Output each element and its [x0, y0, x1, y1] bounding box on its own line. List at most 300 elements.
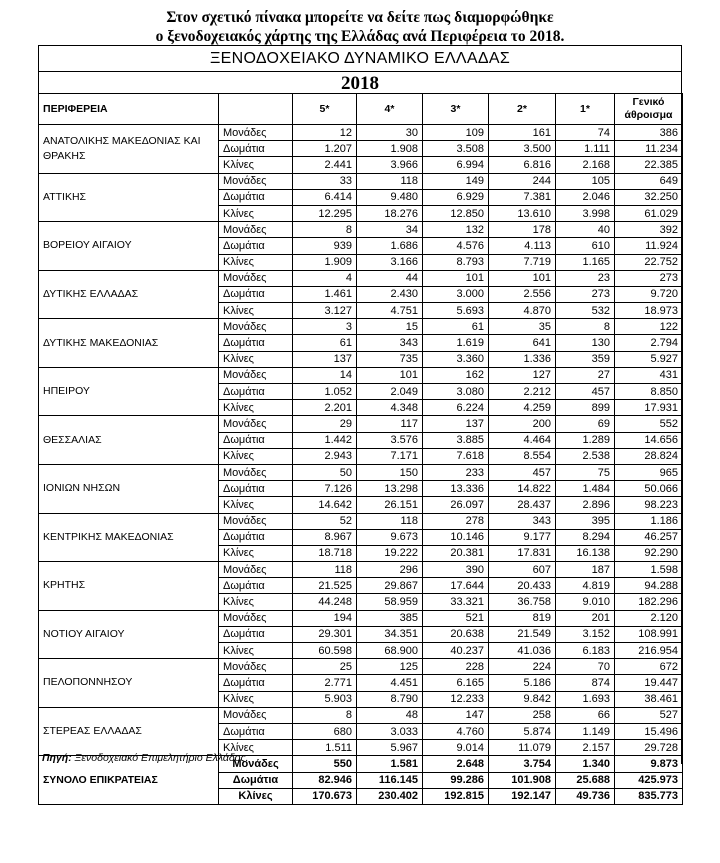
cell-grand-total: 32.250: [615, 189, 683, 205]
cell-5-star: 25: [293, 659, 357, 675]
cell-grand-total: 386: [615, 125, 683, 141]
cell-grand-total: 18.973: [615, 303, 683, 319]
row-type-label: Κλίνες: [219, 691, 293, 707]
header-3-star: 3*: [423, 94, 489, 125]
cell-5-star: 7.126: [293, 481, 357, 497]
cell-grand-total: 92.290: [615, 545, 683, 561]
region-5-row-units: [39, 367, 683, 383]
hotel-capacity-table: [38, 93, 683, 805]
cell-grand-total: 38.461: [615, 691, 683, 707]
cell-2-star: 36.758: [489, 594, 556, 610]
cell-2-star: 607: [489, 562, 556, 578]
cell-3-star: 26.097: [423, 497, 489, 513]
cell-3-star: 3.080: [423, 384, 489, 400]
cell-1-star: 8.294: [556, 529, 615, 545]
cell-4-star: 19.222: [357, 545, 423, 561]
cell-3-star: 12.233: [423, 691, 489, 707]
cell-1-star: 610: [556, 238, 615, 254]
region-2-name: ΒΟΡΕΙΟΥ ΑΙΓΑΙΟΥ: [39, 222, 219, 271]
cell-5-star: 2.943: [293, 448, 357, 464]
row-type-label: Μονάδες: [219, 513, 293, 529]
row-type-label: Κλίνες: [219, 594, 293, 610]
cell-1-star: 1.149: [556, 723, 615, 739]
cell-2-star: 13.610: [489, 205, 556, 221]
cell-1-star: 66: [556, 707, 615, 723]
cell-grand-total: 182.296: [615, 594, 683, 610]
cell-grand-total: 392: [615, 222, 683, 238]
region-0-row-units: [39, 125, 683, 141]
cell-5-star: 18.718: [293, 545, 357, 561]
cell-2-star: 4.113: [489, 238, 556, 254]
row-type-label: Δωμάτια: [219, 384, 293, 400]
cell-4-star: 3.576: [357, 432, 423, 448]
row-type-label: Κλίνες: [219, 448, 293, 464]
header-region: ΠΕΡΙΦΕΡΕΙΑ: [39, 94, 219, 125]
cell-4-star: 1.908: [357, 141, 423, 157]
cell-4-star: 8.790: [357, 691, 423, 707]
cell-3-star: 132: [423, 222, 489, 238]
cell-1-star: 27: [556, 367, 615, 383]
cell-3-star: 8.793: [423, 254, 489, 270]
row-type-label: Κλίνες: [219, 788, 293, 804]
cell-4-star: 15: [357, 319, 423, 335]
row-type-label: Μονάδες: [219, 270, 293, 286]
cell-5-star: 194: [293, 610, 357, 626]
cell-5-star: 29.301: [293, 626, 357, 642]
cell-grand-total: 94.288: [615, 578, 683, 594]
cell-grand-total: 9.873: [615, 756, 683, 772]
cell-5-star: 44.248: [293, 594, 357, 610]
cell-5-star: 8: [293, 707, 357, 723]
cell-1-star: 1.289: [556, 432, 615, 448]
region-8-name: ΚΕΝΤΡΙΚΗΣ ΜΑΚΕΔΟΝΙΑΣ: [39, 513, 219, 562]
cell-4-star: 44: [357, 270, 423, 286]
table-title: ΞΕΝΟΔΟΧΕΙΑΚΟ ΔΥΝΑΜΙΚΟ ΕΛΛΑΔΑΣ: [209, 50, 511, 67]
region-12-name: ΣΤΕΡΕΑΣ ΕΛΛΑΔΑΣ: [39, 707, 219, 756]
cell-2-star: 2.556: [489, 286, 556, 302]
caption-line-1: Στον σχετικό πίνακα μπορείτε να δείτε πως διαμορφώθηκε: [166, 9, 554, 26]
region-0-name: ΑΝΑΤΟΛΙΚΗΣ ΜΑΚΕΔΟΝΙΑΣ ΚΑΙ ΘΡΑΚΗΣ: [39, 125, 219, 174]
cell-2-star: 343: [489, 513, 556, 529]
cell-4-star: 150: [357, 464, 423, 480]
cell-1-star: 16.138: [556, 545, 615, 561]
cell-3-star: 3.360: [423, 351, 489, 367]
cell-2-star: 4.870: [489, 303, 556, 319]
cell-grand-total: 965: [615, 464, 683, 480]
cell-1-star: 1.484: [556, 481, 615, 497]
cell-4-star: 58.959: [357, 594, 423, 610]
cell-grand-total: 46.257: [615, 529, 683, 545]
cell-3-star: 390: [423, 562, 489, 578]
cell-4-star: 5.967: [357, 740, 423, 756]
cell-1-star: 75: [556, 464, 615, 480]
cell-5-star: 3.127: [293, 303, 357, 319]
cell-2-star: 4.464: [489, 432, 556, 448]
cell-2-star: 41.036: [489, 643, 556, 659]
cell-3-star: 149: [423, 173, 489, 189]
row-type-label: Κλίνες: [219, 254, 293, 270]
row-type-label: Μονάδες: [219, 562, 293, 578]
cell-2-star: 3.500: [489, 141, 556, 157]
cell-4-star: 13.298: [357, 481, 423, 497]
cell-grand-total: 19.447: [615, 675, 683, 691]
cell-grand-total: 50.066: [615, 481, 683, 497]
cell-4-star: 18.276: [357, 205, 423, 221]
cell-3-star: 233: [423, 464, 489, 480]
cell-4-star: 230.402: [357, 788, 423, 804]
cell-2-star: 457: [489, 464, 556, 480]
cell-4-star: 3.966: [357, 157, 423, 173]
row-type-label: Μονάδες: [219, 319, 293, 335]
cell-5-star: 1.207: [293, 141, 357, 157]
row-type-label: Δωμάτια: [219, 141, 293, 157]
cell-1-star: 2.157: [556, 740, 615, 756]
cell-3-star: 6.994: [423, 157, 489, 173]
cell-5-star: 2.771: [293, 675, 357, 691]
row-type-label: Μονάδες: [219, 707, 293, 723]
region-10-row-units: [39, 610, 683, 626]
cell-5-star: 8.967: [293, 529, 357, 545]
cell-4-star: 9.673: [357, 529, 423, 545]
cell-5-star: 1.511: [293, 740, 357, 756]
cell-4-star: 48: [357, 707, 423, 723]
region-6-row-units: [39, 416, 683, 432]
cell-5-star: 1.461: [293, 286, 357, 302]
cell-4-star: 3.166: [357, 254, 423, 270]
row-type-label: Μονάδες: [219, 659, 293, 675]
cell-3-star: 278: [423, 513, 489, 529]
region-3-name: ΔΥΤΙΚΗΣ ΕΛΛΑΔΑΣ: [39, 270, 219, 319]
cell-1-star: 1.693: [556, 691, 615, 707]
cell-3-star: 9.014: [423, 740, 489, 756]
cell-3-star: 99.286: [423, 772, 489, 788]
row-type-label: Δωμάτια: [219, 481, 293, 497]
cell-4-star: 118: [357, 173, 423, 189]
cell-1-star: 532: [556, 303, 615, 319]
row-type-label: Δωμάτια: [219, 578, 293, 594]
cell-1-star: 1.111: [556, 141, 615, 157]
row-type-label: Κλίνες: [219, 545, 293, 561]
row-type-label: Δωμάτια: [219, 238, 293, 254]
cell-5-star: 14: [293, 367, 357, 383]
header-row: [39, 94, 683, 125]
region-1-row-units: [39, 173, 683, 189]
cell-1-star: 4.819: [556, 578, 615, 594]
row-type-label: Μονάδες: [219, 367, 293, 383]
row-type-label: Κλίνες: [219, 497, 293, 513]
cell-4-star: 3.033: [357, 723, 423, 739]
cell-3-star: 137: [423, 416, 489, 432]
cell-5-star: 33: [293, 173, 357, 189]
cell-grand-total: 649: [615, 173, 683, 189]
cell-2-star: 28.437: [489, 497, 556, 513]
cell-1-star: 3.998: [556, 205, 615, 221]
cell-1-star: 457: [556, 384, 615, 400]
cell-3-star: 40.237: [423, 643, 489, 659]
cell-2-star: 9.177: [489, 529, 556, 545]
cell-2-star: 8.554: [489, 448, 556, 464]
cell-4-star: 26.151: [357, 497, 423, 513]
region-6-name: ΘΕΣΣΑΛΙΑΣ: [39, 416, 219, 465]
cell-2-star: 17.831: [489, 545, 556, 561]
cell-4-star: 30: [357, 125, 423, 141]
cell-3-star: 4.576: [423, 238, 489, 254]
cell-1-star: 9.010: [556, 594, 615, 610]
cell-4-star: 34: [357, 222, 423, 238]
table-year: 2018: [38, 71, 682, 94]
cell-5-star: 6.414: [293, 189, 357, 205]
cell-4-star: 7.171: [357, 448, 423, 464]
cell-grand-total: 8.850: [615, 384, 683, 400]
cell-2-star: 4.259: [489, 400, 556, 416]
row-type-label: Δωμάτια: [219, 723, 293, 739]
cell-grand-total: 29.728: [615, 740, 683, 756]
cell-4-star: 385: [357, 610, 423, 626]
cell-grand-total: 527: [615, 707, 683, 723]
cell-2-star: 7.381: [489, 189, 556, 205]
cell-3-star: 228: [423, 659, 489, 675]
cell-grand-total: 15.496: [615, 723, 683, 739]
cell-5-star: 61: [293, 335, 357, 351]
cell-grand-total: 2.794: [615, 335, 683, 351]
cell-1-star: 201: [556, 610, 615, 626]
cell-2-star: 21.549: [489, 626, 556, 642]
region-11-row-units: [39, 659, 683, 675]
cell-3-star: 6.165: [423, 675, 489, 691]
cell-2-star: 5.186: [489, 675, 556, 691]
cell-grand-total: 431: [615, 367, 683, 383]
cell-3-star: 3.885: [423, 432, 489, 448]
cell-2-star: 11.079: [489, 740, 556, 756]
cell-5-star: 1.052: [293, 384, 357, 400]
cell-2-star: 192.147: [489, 788, 556, 804]
cell-4-star: 1.686: [357, 238, 423, 254]
row-type-label: Δωμάτια: [219, 432, 293, 448]
cell-grand-total: 672: [615, 659, 683, 675]
cell-5-star: 5.903: [293, 691, 357, 707]
cell-2-star: 178: [489, 222, 556, 238]
cell-grand-total: 22.385: [615, 157, 683, 173]
cell-1-star: 899: [556, 400, 615, 416]
cell-3-star: 6.929: [423, 189, 489, 205]
cell-4-star: 29.867: [357, 578, 423, 594]
cell-2-star: 258: [489, 707, 556, 723]
cell-2-star: 101.908: [489, 772, 556, 788]
cell-4-star: 2.049: [357, 384, 423, 400]
region-7-name: ΙΟΝΙΩΝ ΝΗΣΩΝ: [39, 464, 219, 513]
cell-1-star: 74: [556, 125, 615, 141]
cell-2-star: 14.822: [489, 481, 556, 497]
region-9-name: ΚΡΗΤΗΣ: [39, 562, 219, 611]
cell-grand-total: 9.720: [615, 286, 683, 302]
row-type-label: Μονάδες: [219, 464, 293, 480]
cell-5-star: 3: [293, 319, 357, 335]
cell-2-star: 20.433: [489, 578, 556, 594]
region-8-row-units: [39, 513, 683, 529]
cell-5-star: 12: [293, 125, 357, 141]
cell-1-star: 2.168: [556, 157, 615, 173]
cell-1-star: 2.538: [556, 448, 615, 464]
cell-1-star: 2.046: [556, 189, 615, 205]
cell-grand-total: 5.927: [615, 351, 683, 367]
row-type-label: Μονάδες: [219, 222, 293, 238]
region-11-name: ΠΕΛΟΠΟΝΝΗΣΟΥ: [39, 659, 219, 708]
row-type-label: Δωμάτια: [219, 675, 293, 691]
cell-5-star: 52: [293, 513, 357, 529]
cell-4-star: 735: [357, 351, 423, 367]
cell-3-star: 192.815: [423, 788, 489, 804]
cell-3-star: 2.648: [423, 756, 489, 772]
cell-grand-total: 273: [615, 270, 683, 286]
cell-5-star: 21.525: [293, 578, 357, 594]
region-5-name: ΗΠΕΙΡΟΥ: [39, 367, 219, 416]
cell-grand-total: 14.656: [615, 432, 683, 448]
header-grand-total: [615, 94, 683, 125]
row-type-label: Κλίνες: [219, 351, 293, 367]
row-type-label: Δωμάτια: [219, 189, 293, 205]
row-type-label: Μονάδες: [219, 610, 293, 626]
row-type-label: Κλίνες: [219, 157, 293, 173]
cell-1-star: 359: [556, 351, 615, 367]
cell-4-star: 118: [357, 513, 423, 529]
header-total-line2: άθροισμα: [624, 109, 673, 121]
cell-1-star: 70: [556, 659, 615, 675]
cell-grand-total: 17.931: [615, 400, 683, 416]
cell-3-star: 20.381: [423, 545, 489, 561]
row-type-label: Κλίνες: [219, 303, 293, 319]
cell-2-star: 9.842: [489, 691, 556, 707]
cell-2-star: 819: [489, 610, 556, 626]
caption: [0, 8, 720, 46]
row-type-label: Κλίνες: [219, 205, 293, 221]
header-1-star: 1*: [556, 94, 615, 125]
cell-1-star: 23: [556, 270, 615, 286]
cell-grand-total: 28.824: [615, 448, 683, 464]
cell-4-star: 343: [357, 335, 423, 351]
cell-1-star: 25.688: [556, 772, 615, 788]
cell-2-star: 161: [489, 125, 556, 141]
cell-2-star: 127: [489, 367, 556, 383]
header-type: [219, 94, 293, 125]
cell-4-star: 4.348: [357, 400, 423, 416]
cell-4-star: 9.480: [357, 189, 423, 205]
cell-5-star: 1.909: [293, 254, 357, 270]
row-type-label: Κλίνες: [219, 400, 293, 416]
cell-1-star: 3.152: [556, 626, 615, 642]
cell-2-star: 6.816: [489, 157, 556, 173]
cell-1-star: 187: [556, 562, 615, 578]
cell-5-star: 137: [293, 351, 357, 367]
cell-1-star: 874: [556, 675, 615, 691]
cell-3-star: 109: [423, 125, 489, 141]
cell-1-star: 40: [556, 222, 615, 238]
cell-5-star: 50: [293, 464, 357, 480]
cell-2-star: 101: [489, 270, 556, 286]
cell-5-star: 4: [293, 270, 357, 286]
cell-3-star: 7.618: [423, 448, 489, 464]
row-type-label: Δωμάτια: [219, 335, 293, 351]
cell-5-star: 118: [293, 562, 357, 578]
cell-5-star: 60.598: [293, 643, 357, 659]
cell-grand-total: 98.223: [615, 497, 683, 513]
region-4-name: ΔΥΤΙΚΗΣ ΜΑΚΕΔΟΝΙΑΣ: [39, 319, 219, 368]
cell-1-star: 273: [556, 286, 615, 302]
row-type-label: Μονάδες: [219, 756, 293, 772]
cell-4-star: 116.145: [357, 772, 423, 788]
cell-1-star: 395: [556, 513, 615, 529]
cell-3-star: 162: [423, 367, 489, 383]
row-type-label: Δωμάτια: [219, 772, 293, 788]
cell-5-star: 939: [293, 238, 357, 254]
cell-3-star: 3.508: [423, 141, 489, 157]
cell-3-star: 1.619: [423, 335, 489, 351]
cell-3-star: 147: [423, 707, 489, 723]
cell-4-star: 2.430: [357, 286, 423, 302]
cell-2-star: 224: [489, 659, 556, 675]
cell-1-star: 130: [556, 335, 615, 351]
cell-4-star: 68.900: [357, 643, 423, 659]
cell-4-star: 101: [357, 367, 423, 383]
cell-grand-total: 11.924: [615, 238, 683, 254]
cell-4-star: 117: [357, 416, 423, 432]
row-type-label: Δωμάτια: [219, 286, 293, 302]
row-type-label: Δωμάτια: [219, 529, 293, 545]
cell-3-star: 61: [423, 319, 489, 335]
cell-1-star: 2.896: [556, 497, 615, 513]
header-5-star: 5*: [293, 94, 357, 125]
cell-grand-total: 108.991: [615, 626, 683, 642]
cell-2-star: 35: [489, 319, 556, 335]
cell-1-star: 49.736: [556, 788, 615, 804]
cell-5-star: 550: [293, 756, 357, 772]
header-2-star: 2*: [489, 94, 556, 125]
cell-5-star: 170.673: [293, 788, 357, 804]
cell-4-star: 125: [357, 659, 423, 675]
cell-2-star: 200: [489, 416, 556, 432]
cell-5-star: 8: [293, 222, 357, 238]
region-1-name: ΑΤΤΙΚΗΣ: [39, 173, 219, 222]
cell-1-star: 8: [556, 319, 615, 335]
header-4-star: 4*: [357, 94, 423, 125]
cell-3-star: 101: [423, 270, 489, 286]
cell-grand-total: 122: [615, 319, 683, 335]
source-note: [42, 752, 249, 764]
region-9-row-units: [39, 562, 683, 578]
cell-5-star: 14.642: [293, 497, 357, 513]
total-name: ΣΥΝΟΛΟ ΕΠΙΚΡΑΤΕΙΑΣ: [39, 756, 219, 805]
cell-3-star: 17.644: [423, 578, 489, 594]
row-type-label: Μονάδες: [219, 125, 293, 141]
cell-2-star: 1.336: [489, 351, 556, 367]
cell-2-star: 3.754: [489, 756, 556, 772]
cell-3-star: 12.850: [423, 205, 489, 221]
cell-grand-total: 1.598: [615, 562, 683, 578]
region-7-row-units: [39, 464, 683, 480]
cell-4-star: 4.751: [357, 303, 423, 319]
cell-5-star: 82.946: [293, 772, 357, 788]
cell-3-star: 3.000: [423, 286, 489, 302]
table-body: [39, 94, 683, 805]
cell-5-star: 2.201: [293, 400, 357, 416]
row-type-label: Δωμάτια: [219, 626, 293, 642]
cell-4-star: 34.351: [357, 626, 423, 642]
header-total-line1: Γενικό: [632, 96, 665, 108]
cell-grand-total: 61.029: [615, 205, 683, 221]
cell-2-star: 2.212: [489, 384, 556, 400]
cell-3-star: 6.224: [423, 400, 489, 416]
row-type-label: Κλίνες: [219, 643, 293, 659]
cell-5-star: 29: [293, 416, 357, 432]
